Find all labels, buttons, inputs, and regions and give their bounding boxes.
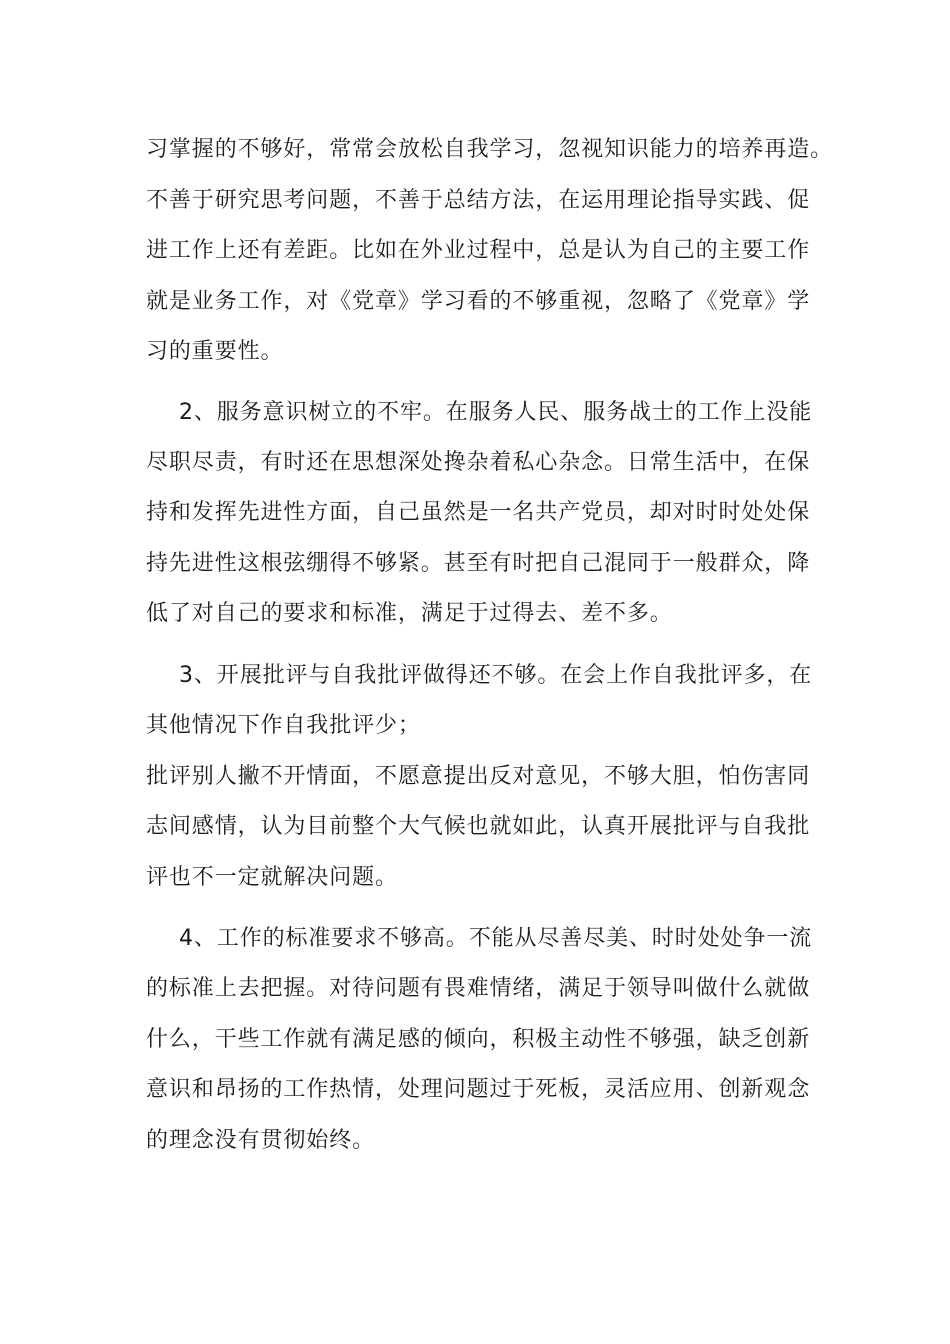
text-line: 不善于研究思考问题，不善于总结方法，在运用理论指导实践、促 [146,188,811,213]
text-line: 持和发挥先进性方面，自己虽然是一名共产党员，却对时时处处保 [146,500,811,525]
text-line: 的标准上去把握。对待问题有畏难情绪，满足于领导叫做什么就做 [146,976,811,1001]
text-line: 什么，干些工作就有满足感的倾向，积极主动性不够强，缺乏创新 [146,1027,811,1052]
text-line: 进工作上还有差距。比如在外业过程中，总是认为自己的主要工作 [146,238,811,263]
text-line: 尽职尽责，有时还在思想深处搀杂着私心杂念。日常生活中，在保 [146,450,811,475]
text-line: 低了对自己的要求和标准，满足于过得去、差不多。 [146,601,673,626]
text-line: 意识和昂扬的工作热情，处理问题过于死板，灵活应用、创新观念 [146,1077,811,1102]
text-line: 批评别人撇不开情面，不愿意提出反对意见，不够大胆，怕伤害同 [146,764,811,789]
text-line: 习的重要性。 [146,339,284,364]
text-line: 评也不一定就解决问题。 [146,865,398,890]
paragraph-2-first-line: 2、服务意识树立的不牢。在服务人民、服务战士的工作上没能 [179,400,813,425]
text-line: 其他情况下作自我批评少； [146,713,421,738]
text-line: 志间感情，认为目前整个大气候也就如此，认真开展批评与自我批 [146,814,811,839]
text-line: 持先进性这根弦绷得不够紧。甚至有时把自己混同于一般群众，降 [146,551,811,576]
paragraph-4-first-line: 4、工作的标准要求不够高。不能从尽善尽美、时时处处争一流 [179,926,813,951]
paragraph-3-first-line: 3、开展批评与自我批评做得还不够。在会上作自我批评多，在 [179,663,813,688]
text-line: 就是业务工作，对《党章》学习看的不够重视，忽略了《党章》学 [146,289,811,314]
text-line: 习掌握的不够好，常常会放松自我学习，忽视知识能力的培养再造。 [146,137,834,162]
text-line: 的理念没有贯彻始终。 [146,1128,376,1153]
